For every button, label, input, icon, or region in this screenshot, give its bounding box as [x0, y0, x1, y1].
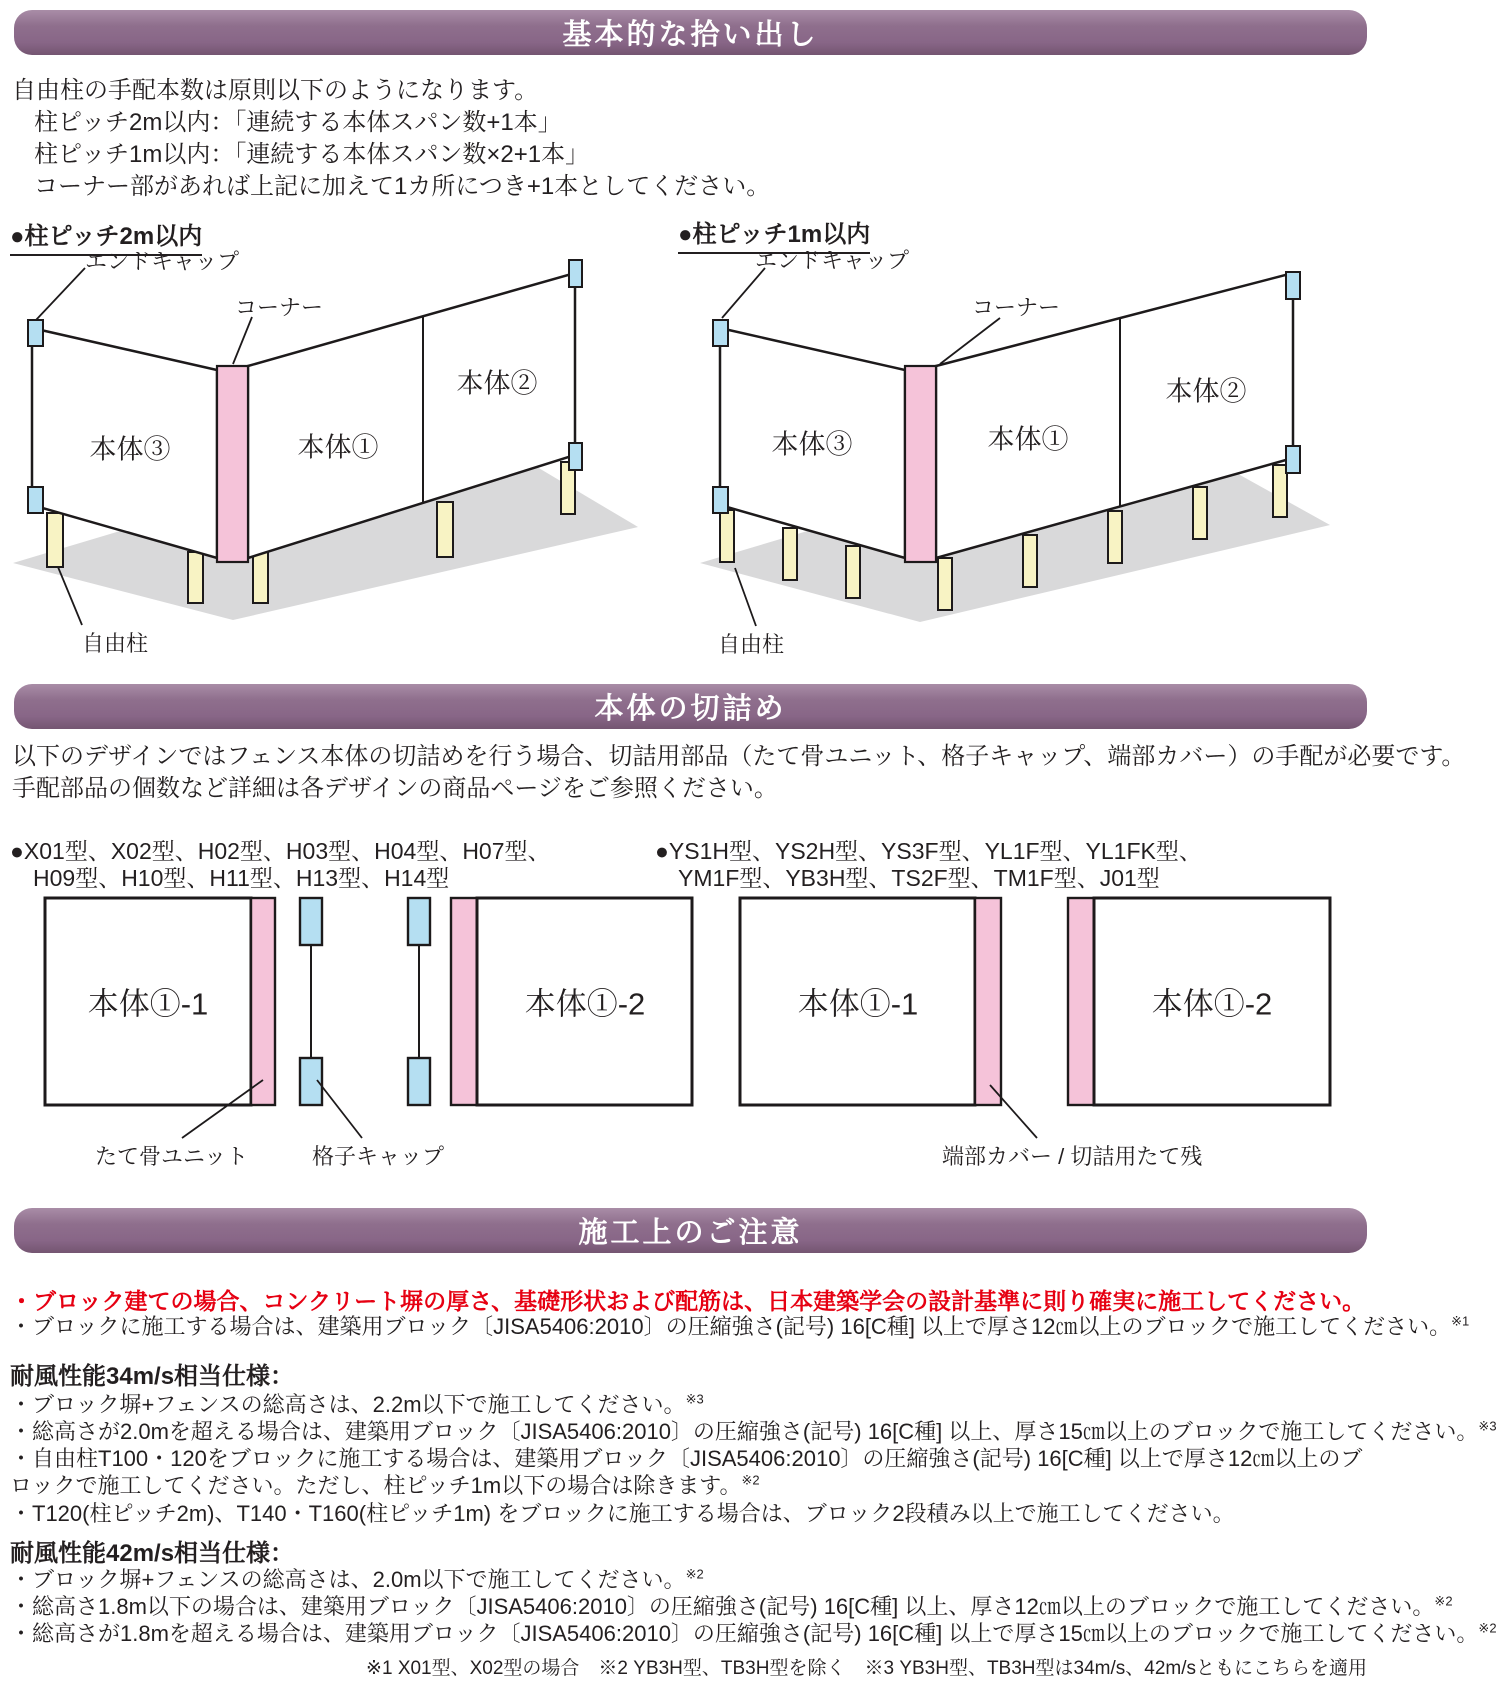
- leader-line: [317, 1080, 362, 1138]
- corner-strip: [905, 366, 936, 562]
- wind42-item: [10, 1566, 1375, 1593]
- panel3-label: 本体③: [771, 429, 853, 460]
- edge-cover-strip: [975, 898, 1001, 1105]
- cut-panel-b-label: 本体①-2: [1151, 986, 1273, 1022]
- block-wall-warning: ・ブロック建ての場合、コンクリート塀の厚さ、基礎形状および配筋は、日本建築学会の設計基準に則り確実に施工してください。: [10, 1288, 1366, 1314]
- diagram-2m-heading: ●柱ピッチ2m以内: [10, 216, 202, 256]
- lattice-cap: [408, 898, 430, 945]
- models-right-line-1: ●YS1H型、YS2H型、YS3F型、YL1F型、YL1FK型、: [655, 838, 1202, 864]
- section-header-basic-takeoff-label: 基本的な拾い出し: [562, 19, 819, 51]
- section-header-installation-notes-label: 施工上のご注意: [578, 1217, 803, 1249]
- wind42-item-text: ・総高さ1.8m以下の場合は、建築用ブロック〔JISA5406:2010〕の圧縮強さ(記号) 16[C種] 以上、厚さ12㎝以上のブロックで施工してください。: [10, 1594, 1435, 1619]
- lattice-cap: [408, 1058, 430, 1105]
- intro-line-3: 柱ピッチ1m以内：「連続する本体スパン数×2+1本」: [34, 141, 590, 168]
- wind34-heading: 耐風性能34m/s相当仕様：: [10, 1363, 295, 1390]
- wind34-item: [10, 1418, 1497, 1445]
- cut-panel-a-label: 本体①-1: [87, 986, 209, 1022]
- footnote-ref: ※2: [685, 1566, 704, 1582]
- footnote-ref: ※2: [1478, 1620, 1497, 1636]
- panel2-label: 本体②: [1165, 376, 1247, 407]
- rib-unit-label: たて骨ユニット: [95, 1144, 249, 1169]
- section-header-body-cutting-label: 本体の切詰め: [594, 693, 787, 725]
- panel3-label: 本体③: [89, 434, 171, 465]
- wind34-item: [10, 1445, 1375, 1499]
- wind42-item-text: ・ブロック塀+フェンスの総高さは、2.0m以下で施工してください。: [10, 1567, 686, 1592]
- footnote-ref: ※3: [1478, 1418, 1497, 1434]
- section-header-installation-notes: [14, 1208, 1367, 1253]
- wind42-item-text: ・総高さが1.8mを超える場合は、建築用ブロック〔JISA5406:2010〕の圧縮強さ(記号) 16[C種] 以上で厚さ15㎝以上のブロックで施工してください。: [10, 1621, 1479, 1646]
- wind42-item: [10, 1593, 1453, 1620]
- block-note-ref: ※1: [1451, 1313, 1470, 1329]
- footnote-ref: ※3: [685, 1391, 704, 1407]
- corner-strip: [217, 366, 248, 562]
- leader-line: [990, 1085, 1037, 1138]
- models-left-line-2: H09型、H10型、H11型、H13型、H14型: [33, 865, 450, 891]
- footnote-ref: ※2: [741, 1472, 760, 1488]
- block-note: [10, 1313, 1470, 1340]
- cut-panel-b-label: 本体①-2: [524, 986, 646, 1022]
- rib-unit-strip: [451, 898, 477, 1105]
- models-right-line-2: YM1F型、YB3H型、TS2F型、TM1F型、J01型: [678, 865, 1160, 891]
- cutting-intro-line-2: 手配部品の個数など詳細は各デザインの商品ページをご参照ください。: [12, 775, 778, 802]
- cutting-intro-line-1: 以下のデザインではフェンス本体の切詰めを行う場合、切詰用部品（たて骨ユニット、格子キャップ、端部カバー）の手配が必要です。: [12, 743, 1466, 770]
- end-cap-label: エンドキャップ: [755, 248, 910, 273]
- wind34-item-text: ・自由柱T100・120をブロックに施工する場合は、建築用ブロック〔JISA5406:2010〕の圧縮強さ(記号) 16[C種] 以上で厚さ12㎝以上のブロックで施工してください。ただし、柱ピッチ1m以下の場合は除きます。: [10, 1446, 1363, 1498]
- wind34-item: [10, 1500, 1375, 1527]
- panel2-label: 本体②: [456, 368, 538, 399]
- cut-panel-diagrams-svg: [0, 890, 1381, 1180]
- panel1-label: 本体①: [297, 432, 379, 463]
- diagram-1m-heading: ●柱ピッチ1m以内: [678, 214, 870, 254]
- corner-label: コーナー: [235, 295, 324, 320]
- edge-cover-label: 端部カバー / 切詰用たて残: [942, 1144, 1203, 1169]
- lattice-cap: [300, 898, 322, 945]
- intro-line-4: コーナー部があれば上記に加えて1カ所につき+1本としてください。: [34, 173, 771, 200]
- free-post-label: 自由柱: [82, 631, 149, 656]
- intro-line-2: 柱ピッチ2m以内：「連続する本体スパン数+1本」: [34, 109, 562, 136]
- footnotes: ※1 X01型、X02型の場合 ※2 YB3H型、TB3H型を除く ※3 YB3H型、TB3H型は34m/s、42m/sともにこちらを適用: [366, 1658, 1367, 1679]
- wind34-item: [10, 1391, 1375, 1418]
- section-header-body-cutting: [14, 684, 1367, 729]
- wind42-heading: 耐風性能42m/s相当仕様：: [10, 1540, 295, 1567]
- panel1-label: 本体①: [987, 424, 1069, 455]
- lattice-cap-label: 格子キャップ: [312, 1144, 445, 1169]
- end-cap-label: エンドキャップ: [85, 249, 240, 274]
- rib-unit-strip: [251, 898, 275, 1105]
- wind42-item: [10, 1620, 1497, 1647]
- block-note-text: ・ブロックに施工する場合は、建築用ブロック〔JISA5406:2010〕の圧縮強さ(記号) 16[C種] 以上で厚さ12㎝以上のブロックで施工してください。: [10, 1314, 1452, 1339]
- wind34-item-text: ・T120(柱ピッチ2m)、T140・T160(柱ピッチ1m) をブロックに施工する場合は、ブロック2段積み以上で施工してください。: [10, 1501, 1235, 1526]
- wind34-item-text: ・総高さが2.0mを超える場合は、建築用ブロック〔JISA5406:2010〕の圧縮強さ(記号) 16[C種] 以上、厚さ15㎝以上のブロックで施工してください。: [10, 1419, 1479, 1444]
- intro-line-1: 自由柱の手配本数は原則以下のようになります。: [12, 77, 539, 104]
- edge-cover-strip: [1068, 898, 1094, 1105]
- cut-panel-a-label: 本体①-1: [797, 986, 919, 1022]
- free-post-label: 自由柱: [718, 632, 785, 657]
- models-left-line-1: ●X01型、X02型、H02型、H03型、H04型、H07型、: [10, 838, 551, 864]
- section-header-basic-takeoff: [14, 10, 1367, 55]
- wind34-item-text: ・ブロック塀+フェンスの総高さは、2.2m以下で施工してください。: [10, 1392, 686, 1417]
- footnote-ref: ※2: [1434, 1593, 1453, 1609]
- corner-label: コーナー: [972, 295, 1061, 320]
